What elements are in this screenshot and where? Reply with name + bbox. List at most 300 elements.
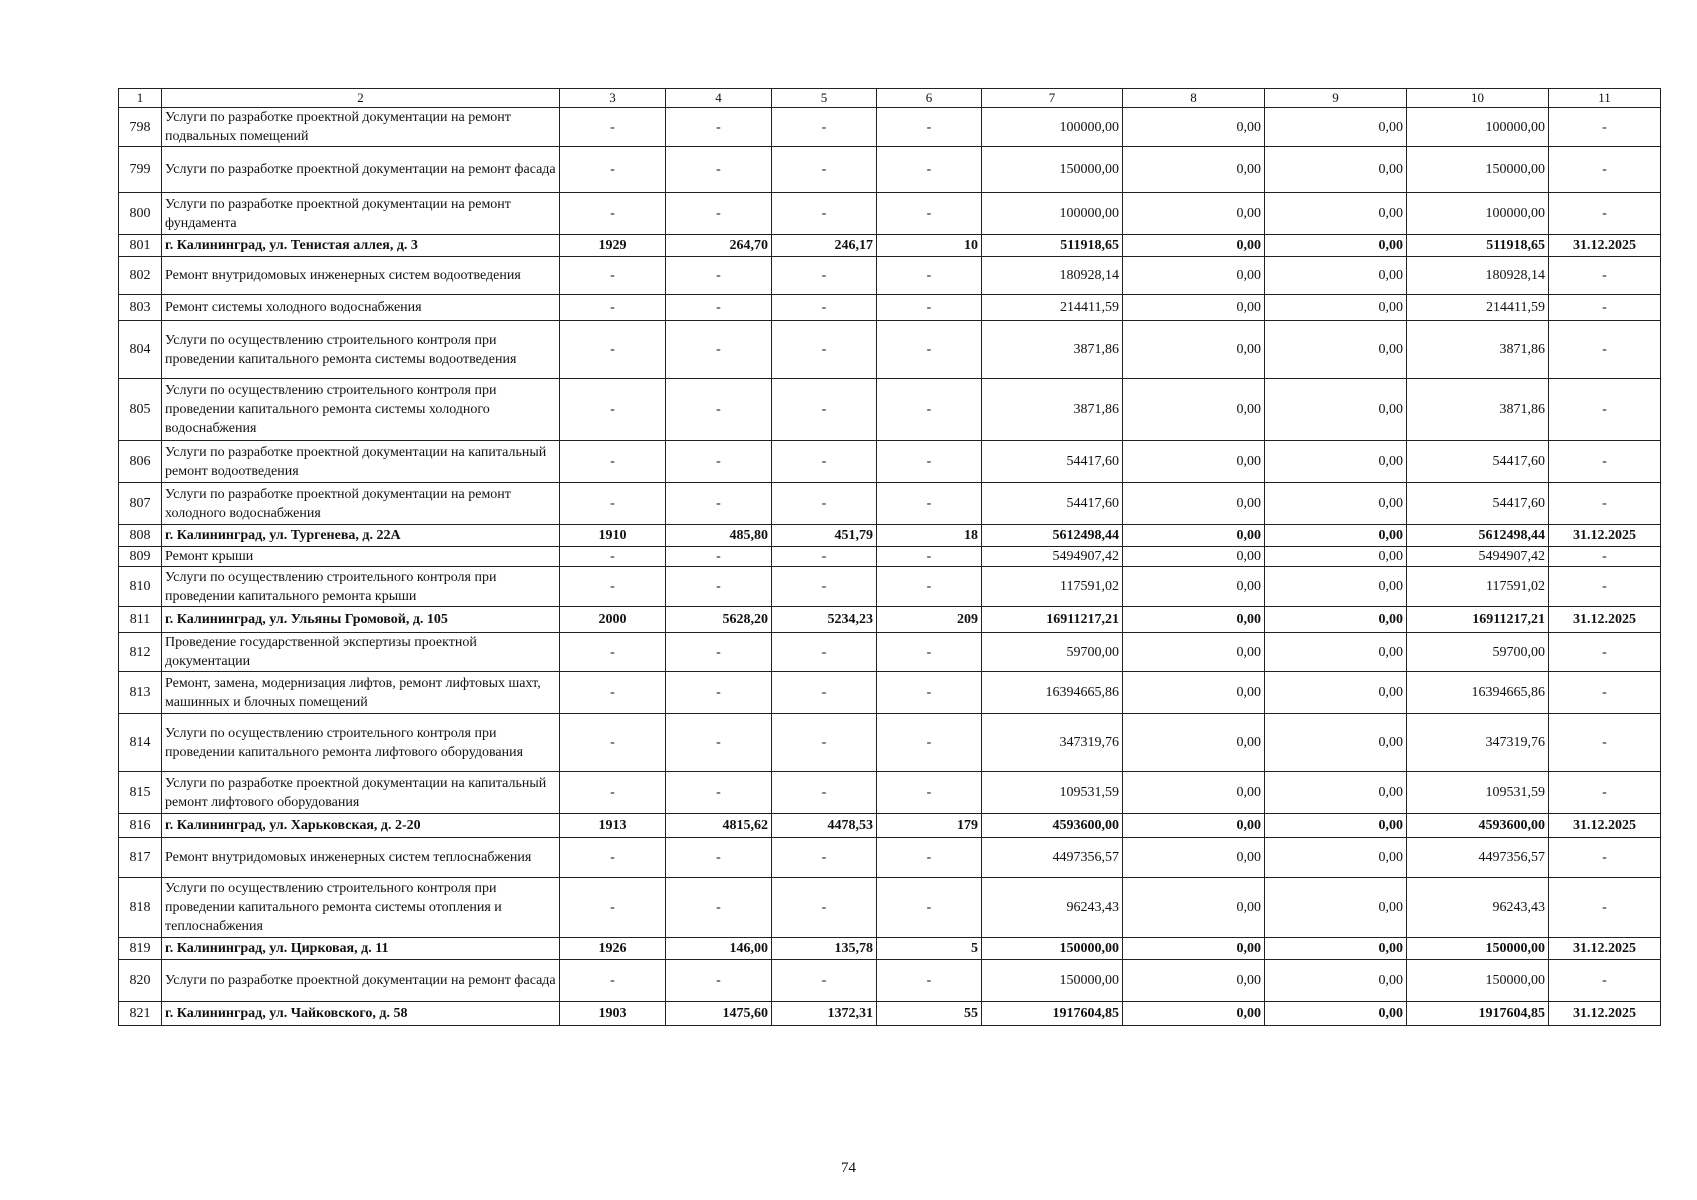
col-4-cell: - bbox=[666, 108, 772, 147]
col-10-cell: 96243,43 bbox=[1407, 878, 1549, 938]
address-row bbox=[119, 525, 1661, 547]
col-11-cell: - bbox=[1549, 147, 1661, 193]
col-9-cell: 0,00 bbox=[1265, 838, 1407, 878]
work-item-row bbox=[119, 295, 1661, 321]
col-8-cell: 0,00 bbox=[1123, 772, 1265, 814]
column-header-1: 1 bbox=[119, 89, 162, 108]
col-4-cell: - bbox=[666, 772, 772, 814]
col-3-cell: 1913 bbox=[560, 814, 666, 838]
col-7-cell: 347319,76 bbox=[982, 714, 1123, 772]
col-9-cell: 0,00 bbox=[1265, 938, 1407, 960]
col-6-cell: 179 bbox=[877, 814, 982, 838]
col-8-cell: 0,00 bbox=[1123, 547, 1265, 567]
col-9-cell: 0,00 bbox=[1265, 772, 1407, 814]
col-10-cell: 5612498,44 bbox=[1407, 525, 1549, 547]
col-4-cell: - bbox=[666, 321, 772, 379]
row-number: 805 bbox=[119, 379, 162, 441]
col-5-cell: - bbox=[772, 838, 877, 878]
col-8-cell: 0,00 bbox=[1123, 193, 1265, 235]
col-8-cell: 0,00 bbox=[1123, 960, 1265, 1002]
col-6-cell: - bbox=[877, 295, 982, 321]
col-11-cell: - bbox=[1549, 772, 1661, 814]
col-4-cell: 4815,62 bbox=[666, 814, 772, 838]
col-5-cell: - bbox=[772, 567, 877, 607]
col-4-cell: - bbox=[666, 714, 772, 772]
col-3-cell: - bbox=[560, 257, 666, 295]
work-item-row bbox=[119, 257, 1661, 295]
col-8-cell: 0,00 bbox=[1123, 567, 1265, 607]
col-11-cell: - bbox=[1549, 483, 1661, 525]
col-6-cell: - bbox=[877, 672, 982, 714]
col-8-cell: 0,00 bbox=[1123, 814, 1265, 838]
col-5-cell: - bbox=[772, 960, 877, 1002]
col-8-cell: 0,00 bbox=[1123, 295, 1265, 321]
description-cell: г. Калининград, ул. Харьковская, д. 2-20 bbox=[162, 814, 560, 838]
col-8-cell: 0,00 bbox=[1123, 607, 1265, 633]
description-cell: г. Калининград, ул. Чайковского, д. 58 bbox=[162, 1002, 560, 1026]
col-5-cell: - bbox=[772, 257, 877, 295]
address-row bbox=[119, 1002, 1661, 1026]
col-10-cell: 16394665,86 bbox=[1407, 672, 1549, 714]
col-3-cell: - bbox=[560, 838, 666, 878]
col-7-cell: 100000,00 bbox=[982, 108, 1123, 147]
col-9-cell: 0,00 bbox=[1265, 714, 1407, 772]
col-11-cell: - bbox=[1549, 108, 1661, 147]
description-cell: Услуги по осуществлению строительного контроля при проведении капитального ремонта системы холодного водоснабжения bbox=[162, 379, 560, 441]
col-5-cell: - bbox=[772, 321, 877, 379]
col-5-cell: - bbox=[772, 483, 877, 525]
column-header-5: 5 bbox=[772, 89, 877, 108]
col-3-cell: 1929 bbox=[560, 235, 666, 257]
col-9-cell: 0,00 bbox=[1265, 1002, 1407, 1026]
col-11-cell: - bbox=[1549, 321, 1661, 379]
work-item-row bbox=[119, 960, 1661, 1002]
col-11-cell: - bbox=[1549, 379, 1661, 441]
col-11-cell: - bbox=[1549, 441, 1661, 483]
col-10-cell: 150000,00 bbox=[1407, 147, 1549, 193]
work-item-row bbox=[119, 772, 1661, 814]
col-10-cell: 5494907,42 bbox=[1407, 547, 1549, 567]
col-7-cell: 1917604,85 bbox=[982, 1002, 1123, 1026]
col-6-cell: 18 bbox=[877, 525, 982, 547]
column-header-3: 3 bbox=[560, 89, 666, 108]
col-4-cell: 485,80 bbox=[666, 525, 772, 547]
col-7-cell: 96243,43 bbox=[982, 878, 1123, 938]
col-8-cell: 0,00 bbox=[1123, 483, 1265, 525]
col-11-cell: - bbox=[1549, 193, 1661, 235]
row-number: 809 bbox=[119, 547, 162, 567]
col-9-cell: 0,00 bbox=[1265, 379, 1407, 441]
column-header-2: 2 bbox=[162, 89, 560, 108]
col-9-cell: 0,00 bbox=[1265, 483, 1407, 525]
col-11-cell: - bbox=[1549, 672, 1661, 714]
col-10-cell: 100000,00 bbox=[1407, 108, 1549, 147]
col-6-cell: - bbox=[877, 547, 982, 567]
col-7-cell: 117591,02 bbox=[982, 567, 1123, 607]
col-5-cell: 135,78 bbox=[772, 938, 877, 960]
col-11-cell: - bbox=[1549, 878, 1661, 938]
row-number: 807 bbox=[119, 483, 162, 525]
col-6-cell: - bbox=[877, 838, 982, 878]
col-3-cell: - bbox=[560, 108, 666, 147]
col-4-cell: - bbox=[666, 567, 772, 607]
work-item-row bbox=[119, 147, 1661, 193]
col-8-cell: 0,00 bbox=[1123, 938, 1265, 960]
col-4-cell: - bbox=[666, 547, 772, 567]
description-cell: г. Калининград, ул. Цирковая, д. 11 bbox=[162, 938, 560, 960]
col-8-cell: 0,00 bbox=[1123, 379, 1265, 441]
work-item-row bbox=[119, 441, 1661, 483]
work-item-row bbox=[119, 633, 1661, 672]
col-6-cell: - bbox=[877, 772, 982, 814]
col-10-cell: 4497356,57 bbox=[1407, 838, 1549, 878]
col-4-cell: - bbox=[666, 878, 772, 938]
col-7-cell: 109531,59 bbox=[982, 772, 1123, 814]
col-11-cell: 31.12.2025 bbox=[1549, 235, 1661, 257]
col-3-cell: - bbox=[560, 295, 666, 321]
col-6-cell: - bbox=[877, 483, 982, 525]
description-cell: Услуги по разработке проектной документации на ремонт фасада bbox=[162, 960, 560, 1002]
column-header-4: 4 bbox=[666, 89, 772, 108]
col-9-cell: 0,00 bbox=[1265, 878, 1407, 938]
col-3-cell: - bbox=[560, 193, 666, 235]
col-4-cell: - bbox=[666, 295, 772, 321]
col-4-cell: 5628,20 bbox=[666, 607, 772, 633]
description-cell: Услуги по осуществлению строительного контроля при проведении капитального ремонта системы отопления и теплоснабжения bbox=[162, 878, 560, 938]
col-10-cell: 3871,86 bbox=[1407, 379, 1549, 441]
column-number-header-row bbox=[119, 89, 1661, 108]
col-6-cell: - bbox=[877, 567, 982, 607]
col-6-cell: - bbox=[877, 321, 982, 379]
col-7-cell: 16394665,86 bbox=[982, 672, 1123, 714]
col-11-cell: - bbox=[1549, 960, 1661, 1002]
col-9-cell: 0,00 bbox=[1265, 441, 1407, 483]
col-7-cell: 54417,60 bbox=[982, 483, 1123, 525]
description-cell: г. Калининград, ул. Тургенева, д. 22А bbox=[162, 525, 560, 547]
col-4-cell: 146,00 bbox=[666, 938, 772, 960]
col-9-cell: 0,00 bbox=[1265, 960, 1407, 1002]
col-10-cell: 100000,00 bbox=[1407, 193, 1549, 235]
work-item-row bbox=[119, 567, 1661, 607]
work-item-row bbox=[119, 379, 1661, 441]
col-7-cell: 3871,86 bbox=[982, 321, 1123, 379]
col-7-cell: 150000,00 bbox=[982, 960, 1123, 1002]
col-4-cell: - bbox=[666, 483, 772, 525]
address-row bbox=[119, 938, 1661, 960]
row-number: 812 bbox=[119, 633, 162, 672]
description-cell: Услуги по осуществлению строительного контроля при проведении капитального ремонта системы водоотведения bbox=[162, 321, 560, 379]
row-number: 811 bbox=[119, 607, 162, 633]
description-cell: Проведение государственной экспертизы проектной документации bbox=[162, 633, 560, 672]
description-cell: Услуги по разработке проектной документации на ремонт фундамента bbox=[162, 193, 560, 235]
col-10-cell: 214411,59 bbox=[1407, 295, 1549, 321]
col-11-cell: - bbox=[1549, 633, 1661, 672]
column-header-8: 8 bbox=[1123, 89, 1265, 108]
col-10-cell: 1917604,85 bbox=[1407, 1002, 1549, 1026]
col-3-cell: - bbox=[560, 714, 666, 772]
col-8-cell: 0,00 bbox=[1123, 878, 1265, 938]
col-10-cell: 117591,02 bbox=[1407, 567, 1549, 607]
col-8-cell: 0,00 bbox=[1123, 321, 1265, 379]
row-number: 820 bbox=[119, 960, 162, 1002]
col-5-cell: 1372,31 bbox=[772, 1002, 877, 1026]
col-5-cell: - bbox=[772, 441, 877, 483]
col-3-cell: 1926 bbox=[560, 938, 666, 960]
description-cell: Услуги по разработке проектной документации на капитальный ремонт водоотведения bbox=[162, 441, 560, 483]
col-7-cell: 4593600,00 bbox=[982, 814, 1123, 838]
column-header-6: 6 bbox=[877, 89, 982, 108]
col-5-cell: 451,79 bbox=[772, 525, 877, 547]
col-4-cell: - bbox=[666, 441, 772, 483]
col-3-cell: - bbox=[560, 772, 666, 814]
col-7-cell: 511918,65 bbox=[982, 235, 1123, 257]
col-11-cell: 31.12.2025 bbox=[1549, 938, 1661, 960]
col-5-cell: - bbox=[772, 379, 877, 441]
description-cell: г. Калининград, ул. Тенистая аллея, д. 3 bbox=[162, 235, 560, 257]
description-cell: Услуги по разработке проектной документации на ремонт холодного водоснабжения bbox=[162, 483, 560, 525]
col-5-cell: - bbox=[772, 772, 877, 814]
description-cell: Услуги по разработке проектной документации на капитальный ремонт лифтового оборудования bbox=[162, 772, 560, 814]
col-7-cell: 150000,00 bbox=[982, 938, 1123, 960]
col-4-cell: - bbox=[666, 257, 772, 295]
description-cell: Услуги по осуществлению строительного контроля при проведении капитального ремонта лифтового оборудования bbox=[162, 714, 560, 772]
col-9-cell: 0,00 bbox=[1265, 547, 1407, 567]
col-3-cell: - bbox=[560, 878, 666, 938]
col-3-cell: 1903 bbox=[560, 1002, 666, 1026]
col-7-cell: 180928,14 bbox=[982, 257, 1123, 295]
col-10-cell: 54417,60 bbox=[1407, 441, 1549, 483]
col-6-cell: - bbox=[877, 108, 982, 147]
col-8-cell: 0,00 bbox=[1123, 108, 1265, 147]
col-10-cell: 4593600,00 bbox=[1407, 814, 1549, 838]
col-3-cell: - bbox=[560, 960, 666, 1002]
col-7-cell: 100000,00 bbox=[982, 193, 1123, 235]
address-row bbox=[119, 607, 1661, 633]
col-8-cell: 0,00 bbox=[1123, 633, 1265, 672]
col-4-cell: - bbox=[666, 838, 772, 878]
col-6-cell: 5 bbox=[877, 938, 982, 960]
col-7-cell: 59700,00 bbox=[982, 633, 1123, 672]
col-7-cell: 3871,86 bbox=[982, 379, 1123, 441]
col-5-cell: 4478,53 bbox=[772, 814, 877, 838]
col-3-cell: - bbox=[560, 567, 666, 607]
col-6-cell: 55 bbox=[877, 1002, 982, 1026]
col-9-cell: 0,00 bbox=[1265, 607, 1407, 633]
description-cell: Ремонт внутридомовых инженерных систем теплоснабжения bbox=[162, 838, 560, 878]
col-6-cell: - bbox=[877, 441, 982, 483]
description-cell: Ремонт, замена, модернизация лифтов, ремонт лифтовых шахт, машинных и блочных помещений bbox=[162, 672, 560, 714]
col-11-cell: 31.12.2025 bbox=[1549, 525, 1661, 547]
col-11-cell: - bbox=[1549, 567, 1661, 607]
col-3-cell: - bbox=[560, 147, 666, 193]
col-5-cell: 246,17 bbox=[772, 235, 877, 257]
work-item-row bbox=[119, 878, 1661, 938]
col-5-cell: - bbox=[772, 108, 877, 147]
col-10-cell: 54417,60 bbox=[1407, 483, 1549, 525]
work-item-row bbox=[119, 321, 1661, 379]
col-5-cell: - bbox=[772, 878, 877, 938]
col-5-cell: - bbox=[772, 547, 877, 567]
col-6-cell: 10 bbox=[877, 235, 982, 257]
col-9-cell: 0,00 bbox=[1265, 814, 1407, 838]
col-11-cell: - bbox=[1549, 295, 1661, 321]
col-9-cell: 0,00 bbox=[1265, 108, 1407, 147]
col-8-cell: 0,00 bbox=[1123, 838, 1265, 878]
column-header-10: 10 bbox=[1407, 89, 1549, 108]
col-3-cell: - bbox=[560, 547, 666, 567]
col-6-cell: - bbox=[877, 960, 982, 1002]
col-3-cell: - bbox=[560, 633, 666, 672]
col-3-cell: - bbox=[560, 441, 666, 483]
col-7-cell: 150000,00 bbox=[982, 147, 1123, 193]
description-cell: Услуги по разработке проектной документации на ремонт подвальных помещений bbox=[162, 108, 560, 147]
col-11-cell: - bbox=[1549, 257, 1661, 295]
row-number: 815 bbox=[119, 772, 162, 814]
col-6-cell: 209 bbox=[877, 607, 982, 633]
col-9-cell: 0,00 bbox=[1265, 147, 1407, 193]
row-number: 819 bbox=[119, 938, 162, 960]
col-10-cell: 109531,59 bbox=[1407, 772, 1549, 814]
row-number: 802 bbox=[119, 257, 162, 295]
col-8-cell: 0,00 bbox=[1123, 672, 1265, 714]
col-7-cell: 5494907,42 bbox=[982, 547, 1123, 567]
col-6-cell: - bbox=[877, 193, 982, 235]
col-10-cell: 511918,65 bbox=[1407, 235, 1549, 257]
row-number: 821 bbox=[119, 1002, 162, 1026]
col-7-cell: 16911217,21 bbox=[982, 607, 1123, 633]
col-4-cell: 1475,60 bbox=[666, 1002, 772, 1026]
col-11-cell: 31.12.2025 bbox=[1549, 607, 1661, 633]
work-item-row bbox=[119, 483, 1661, 525]
col-6-cell: - bbox=[877, 147, 982, 193]
row-number: 799 bbox=[119, 147, 162, 193]
description-cell: Услуги по разработке проектной документации на ремонт фасада bbox=[162, 147, 560, 193]
col-11-cell: - bbox=[1549, 547, 1661, 567]
row-number: 813 bbox=[119, 672, 162, 714]
col-6-cell: - bbox=[877, 379, 982, 441]
work-item-row bbox=[119, 108, 1661, 147]
work-item-row bbox=[119, 547, 1661, 567]
work-item-row bbox=[119, 714, 1661, 772]
page-number: 74 bbox=[841, 1160, 856, 1176]
col-8-cell: 0,00 bbox=[1123, 235, 1265, 257]
work-item-row bbox=[119, 672, 1661, 714]
col-8-cell: 0,00 bbox=[1123, 525, 1265, 547]
col-9-cell: 0,00 bbox=[1265, 633, 1407, 672]
col-4-cell: - bbox=[666, 147, 772, 193]
col-4-cell: - bbox=[666, 633, 772, 672]
col-4-cell: - bbox=[666, 193, 772, 235]
col-4-cell: - bbox=[666, 672, 772, 714]
row-number: 814 bbox=[119, 714, 162, 772]
col-6-cell: - bbox=[877, 714, 982, 772]
work-item-row bbox=[119, 193, 1661, 235]
col-5-cell: 5234,23 bbox=[772, 607, 877, 633]
row-number: 810 bbox=[119, 567, 162, 607]
col-10-cell: 150000,00 bbox=[1407, 960, 1549, 1002]
col-11-cell: - bbox=[1549, 714, 1661, 772]
col-3-cell: - bbox=[560, 672, 666, 714]
row-number: 800 bbox=[119, 193, 162, 235]
column-header-7: 7 bbox=[982, 89, 1123, 108]
col-7-cell: 5612498,44 bbox=[982, 525, 1123, 547]
col-10-cell: 347319,76 bbox=[1407, 714, 1549, 772]
col-10-cell: 3871,86 bbox=[1407, 321, 1549, 379]
col-9-cell: 0,00 bbox=[1265, 235, 1407, 257]
description-cell: Ремонт внутридомовых инженерных систем водоотведения bbox=[162, 257, 560, 295]
row-number: 803 bbox=[119, 295, 162, 321]
col-5-cell: - bbox=[772, 193, 877, 235]
col-9-cell: 0,00 bbox=[1265, 193, 1407, 235]
col-10-cell: 59700,00 bbox=[1407, 633, 1549, 672]
col-4-cell: 264,70 bbox=[666, 235, 772, 257]
col-6-cell: - bbox=[877, 878, 982, 938]
col-7-cell: 214411,59 bbox=[982, 295, 1123, 321]
col-8-cell: 0,00 bbox=[1123, 147, 1265, 193]
col-3-cell: 1910 bbox=[560, 525, 666, 547]
col-8-cell: 0,00 bbox=[1123, 441, 1265, 483]
col-5-cell: - bbox=[772, 672, 877, 714]
row-number: 801 bbox=[119, 235, 162, 257]
row-number: 817 bbox=[119, 838, 162, 878]
col-9-cell: 0,00 bbox=[1265, 567, 1407, 607]
col-8-cell: 0,00 bbox=[1123, 1002, 1265, 1026]
row-number: 816 bbox=[119, 814, 162, 838]
col-3-cell: - bbox=[560, 483, 666, 525]
col-4-cell: - bbox=[666, 960, 772, 1002]
col-6-cell: - bbox=[877, 633, 982, 672]
col-9-cell: 0,00 bbox=[1265, 295, 1407, 321]
col-9-cell: 0,00 bbox=[1265, 321, 1407, 379]
work-item-row bbox=[119, 838, 1661, 878]
repair-program-table bbox=[118, 88, 1661, 1026]
address-row bbox=[119, 235, 1661, 257]
row-number: 804 bbox=[119, 321, 162, 379]
col-7-cell: 4497356,57 bbox=[982, 838, 1123, 878]
col-11-cell: - bbox=[1549, 838, 1661, 878]
col-8-cell: 0,00 bbox=[1123, 257, 1265, 295]
col-10-cell: 150000,00 bbox=[1407, 938, 1549, 960]
col-4-cell: - bbox=[666, 379, 772, 441]
col-11-cell: 31.12.2025 bbox=[1549, 814, 1661, 838]
col-5-cell: - bbox=[772, 633, 877, 672]
col-10-cell: 16911217,21 bbox=[1407, 607, 1549, 633]
col-5-cell: - bbox=[772, 295, 877, 321]
col-5-cell: - bbox=[772, 714, 877, 772]
col-6-cell: - bbox=[877, 257, 982, 295]
col-9-cell: 0,00 bbox=[1265, 672, 1407, 714]
column-header-11: 11 bbox=[1549, 89, 1661, 108]
row-number: 798 bbox=[119, 108, 162, 147]
address-row bbox=[119, 814, 1661, 838]
row-number: 806 bbox=[119, 441, 162, 483]
col-5-cell: - bbox=[772, 147, 877, 193]
col-9-cell: 0,00 bbox=[1265, 525, 1407, 547]
description-cell: г. Калининград, ул. Ульяны Громовой, д. 105 bbox=[162, 607, 560, 633]
col-8-cell: 0,00 bbox=[1123, 714, 1265, 772]
col-10-cell: 180928,14 bbox=[1407, 257, 1549, 295]
description-cell: Ремонт крыши bbox=[162, 547, 560, 567]
col-9-cell: 0,00 bbox=[1265, 257, 1407, 295]
col-3-cell: - bbox=[560, 321, 666, 379]
col-3-cell: - bbox=[560, 379, 666, 441]
description-cell: Услуги по осуществлению строительного контроля при проведении капитального ремонта крыши bbox=[162, 567, 560, 607]
description-cell: Ремонт системы холодного водоснабжения bbox=[162, 295, 560, 321]
col-7-cell: 54417,60 bbox=[982, 441, 1123, 483]
column-header-9: 9 bbox=[1265, 89, 1407, 108]
row-number: 818 bbox=[119, 878, 162, 938]
row-number: 808 bbox=[119, 525, 162, 547]
